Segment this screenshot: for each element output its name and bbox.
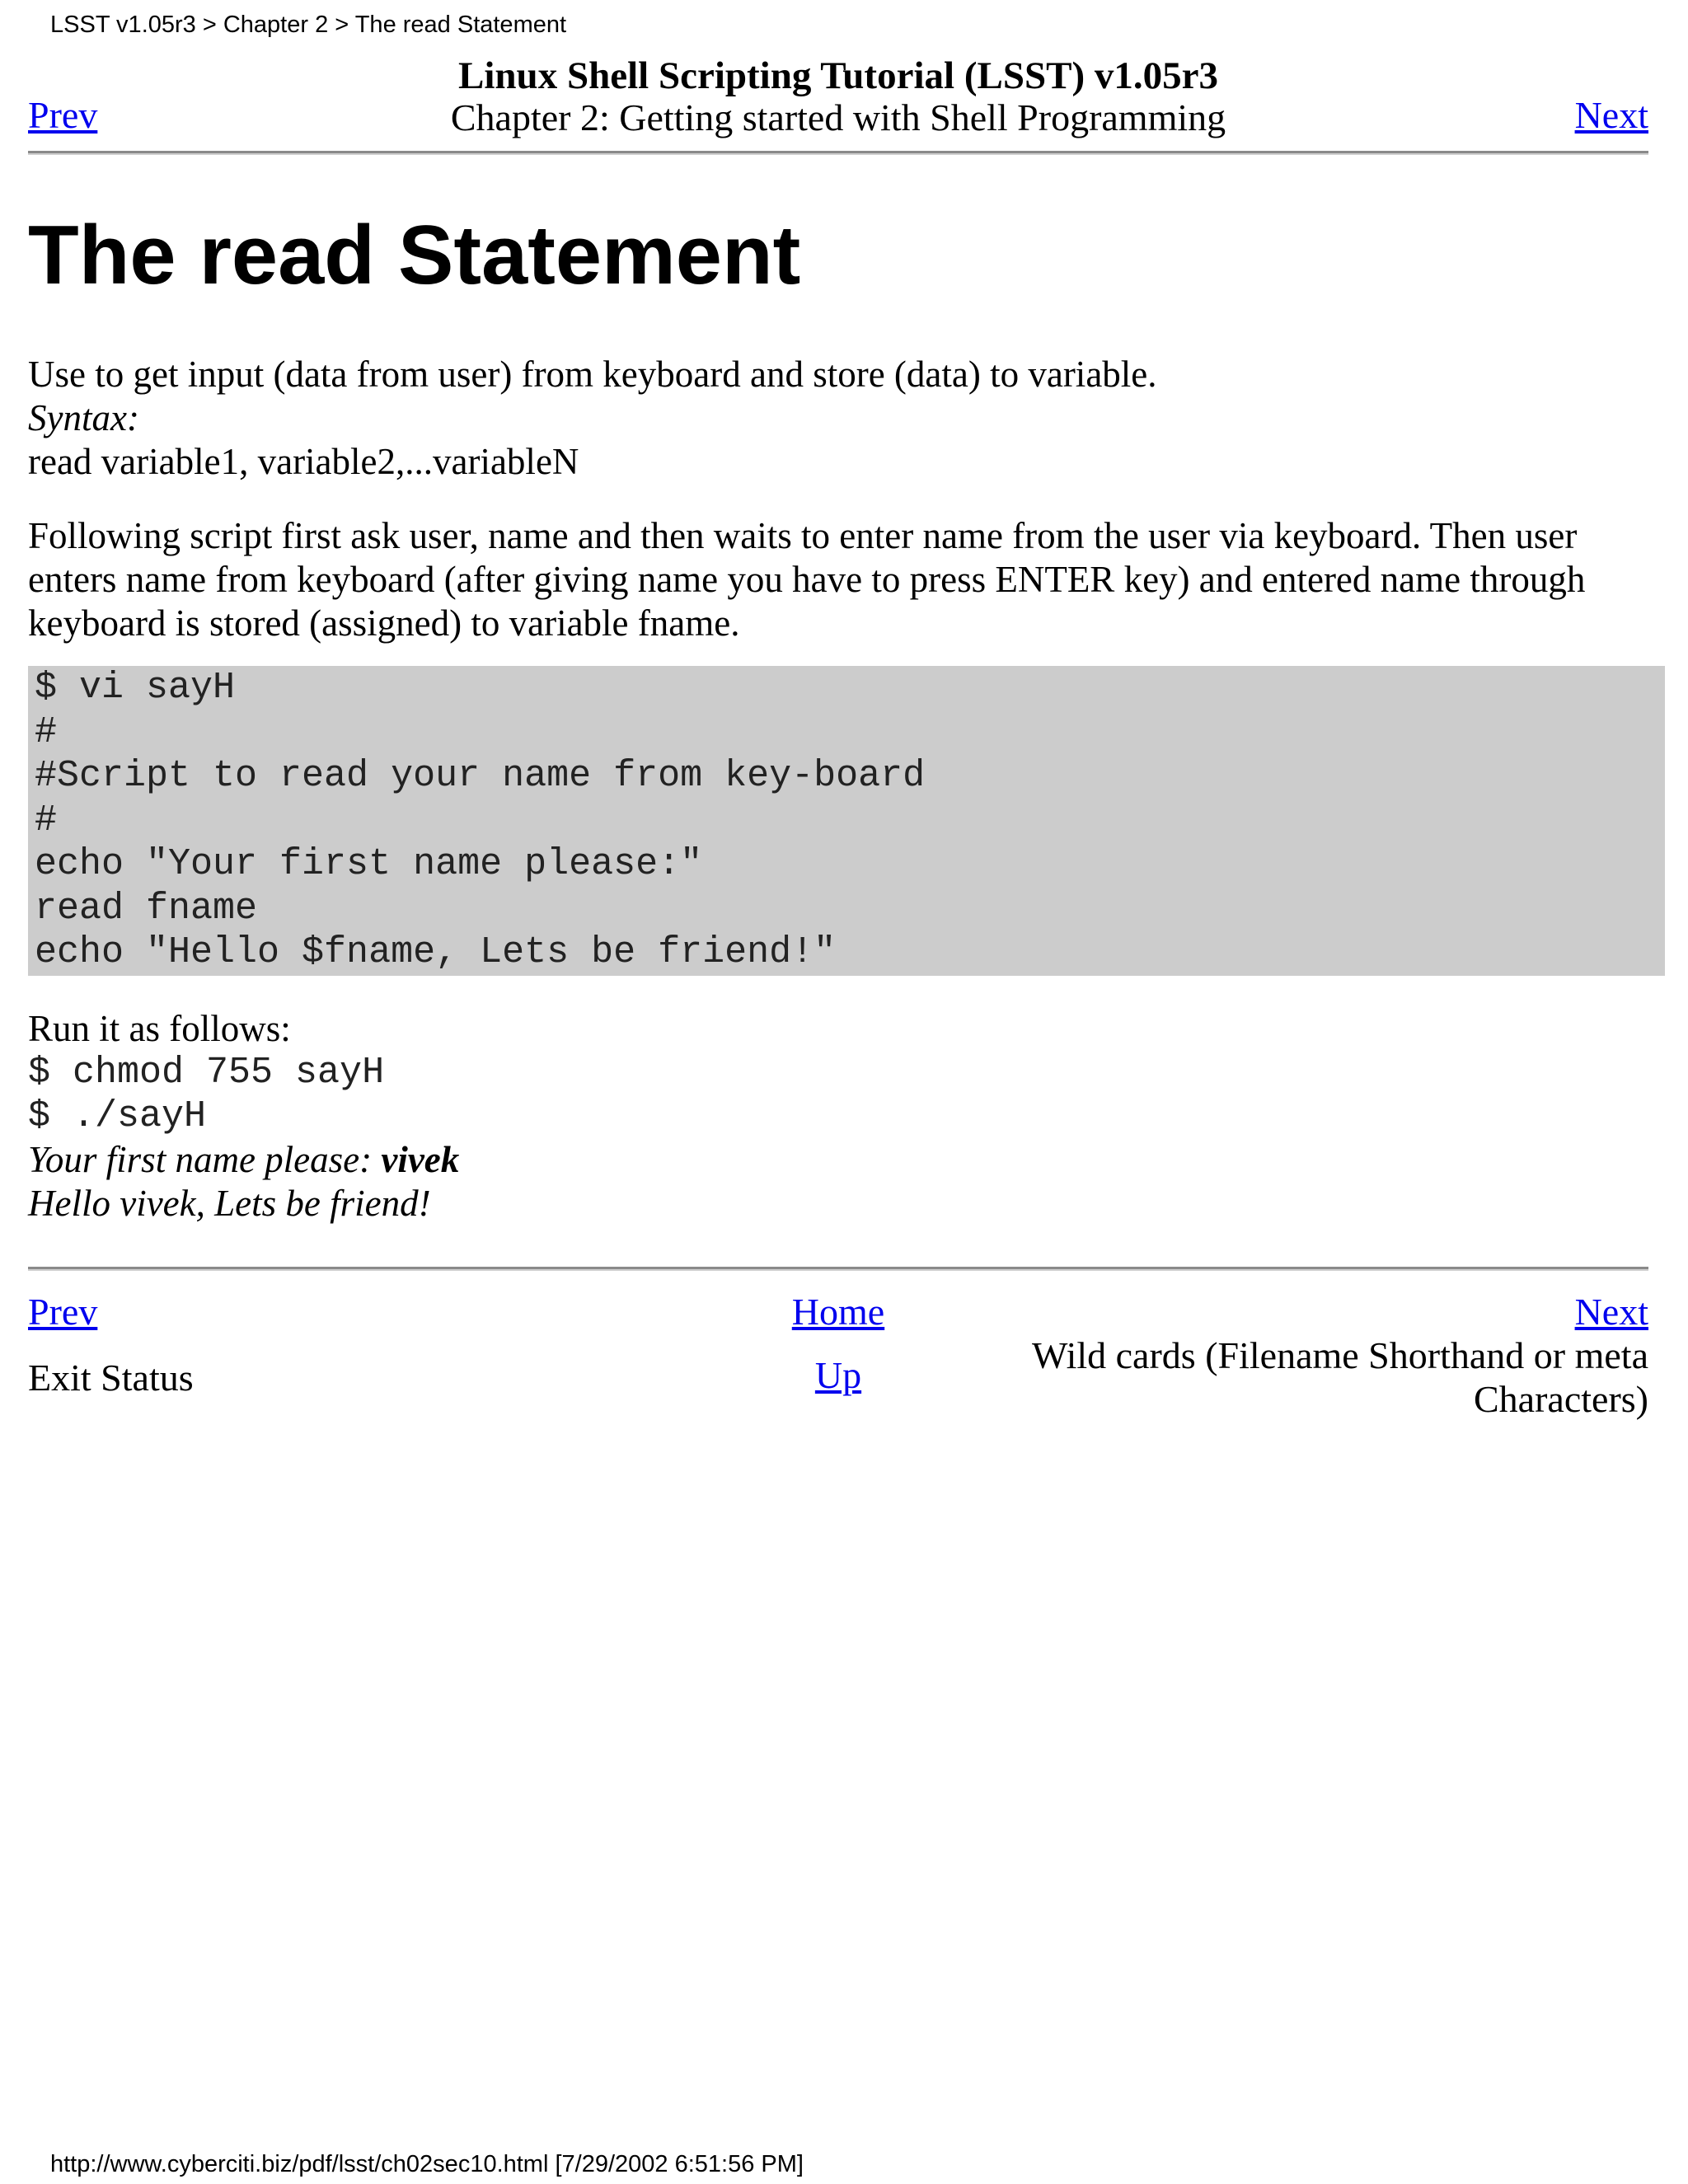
explanation-paragraph: Following script first ask user, name and then waits to enter name from the user via keyboard. Then user enters name from keyboard (after giving name you have to press ENTER key) and entered name through keyboard is stored (assigned) to variable fname. bbox=[28, 515, 1586, 644]
code-block bbox=[28, 666, 1665, 976]
book-title: Linux Shell Scripting Tutorial (LSST) v1.05r3 bbox=[458, 54, 1218, 97]
footer-next-title: Wild cards (Filename Shorthand or meta Characters) bbox=[1032, 1334, 1648, 1420]
top-navigation bbox=[28, 54, 1648, 145]
run-output: Hello vivek, Lets be friend! bbox=[28, 1183, 431, 1224]
footer-prev-title: Exit Status bbox=[28, 1357, 194, 1399]
syntax-text: read variable1, variable2,...variableN bbox=[28, 441, 579, 482]
code-line: # bbox=[35, 710, 58, 753]
footer-home-link[interactable]: Home bbox=[791, 1291, 885, 1333]
print-header: LSST v1.05r3 > Chapter 2 > The read Statement bbox=[50, 12, 567, 38]
prev-link[interactable]: Prev bbox=[28, 94, 98, 136]
header-divider bbox=[28, 151, 1648, 155]
code-line: #Script to read your name from key-board bbox=[35, 755, 926, 797]
footer-prev-link[interactable]: Prev bbox=[28, 1291, 98, 1333]
run-command: $ chmod 755 sayH bbox=[28, 1052, 385, 1094]
footer-up-link[interactable]: Up bbox=[814, 1354, 862, 1396]
code-line: echo "Hello $fname, Lets be friend!" bbox=[35, 931, 837, 973]
run-user-input: vivek bbox=[381, 1139, 460, 1180]
code-line: $ vi sayH bbox=[35, 667, 236, 709]
intro-description: Use to get input (data from user) from keyboard and store (data) to variable. bbox=[28, 354, 1157, 395]
code-line: read fname bbox=[35, 887, 258, 930]
run-label: Run it as follows: bbox=[28, 1008, 291, 1049]
run-prompt-text: Your first name please: bbox=[28, 1139, 382, 1180]
footer-divider bbox=[28, 1267, 1648, 1271]
bottom-navigation bbox=[28, 1290, 1648, 1438]
code-line: echo "Your first name please:" bbox=[35, 843, 703, 885]
run-prompt-line bbox=[28, 1138, 459, 1182]
syntax-label: Syntax: bbox=[28, 397, 139, 438]
page-title: The read Statement bbox=[28, 209, 801, 302]
footer-next-link[interactable]: Next bbox=[1574, 1291, 1648, 1333]
chapter-title: Chapter 2: Getting started with Shell Programming bbox=[450, 96, 1226, 138]
run-command: $ ./sayH bbox=[28, 1095, 207, 1137]
print-footer: http://www.cyberciti.biz/pdf/lsst/ch02sec10.html [7/29/2002 6:51:56 PM] bbox=[50, 2151, 804, 2177]
code-line: # bbox=[35, 799, 58, 841]
header-titles bbox=[28, 54, 1648, 138]
next-link[interactable]: Next bbox=[1574, 94, 1648, 136]
